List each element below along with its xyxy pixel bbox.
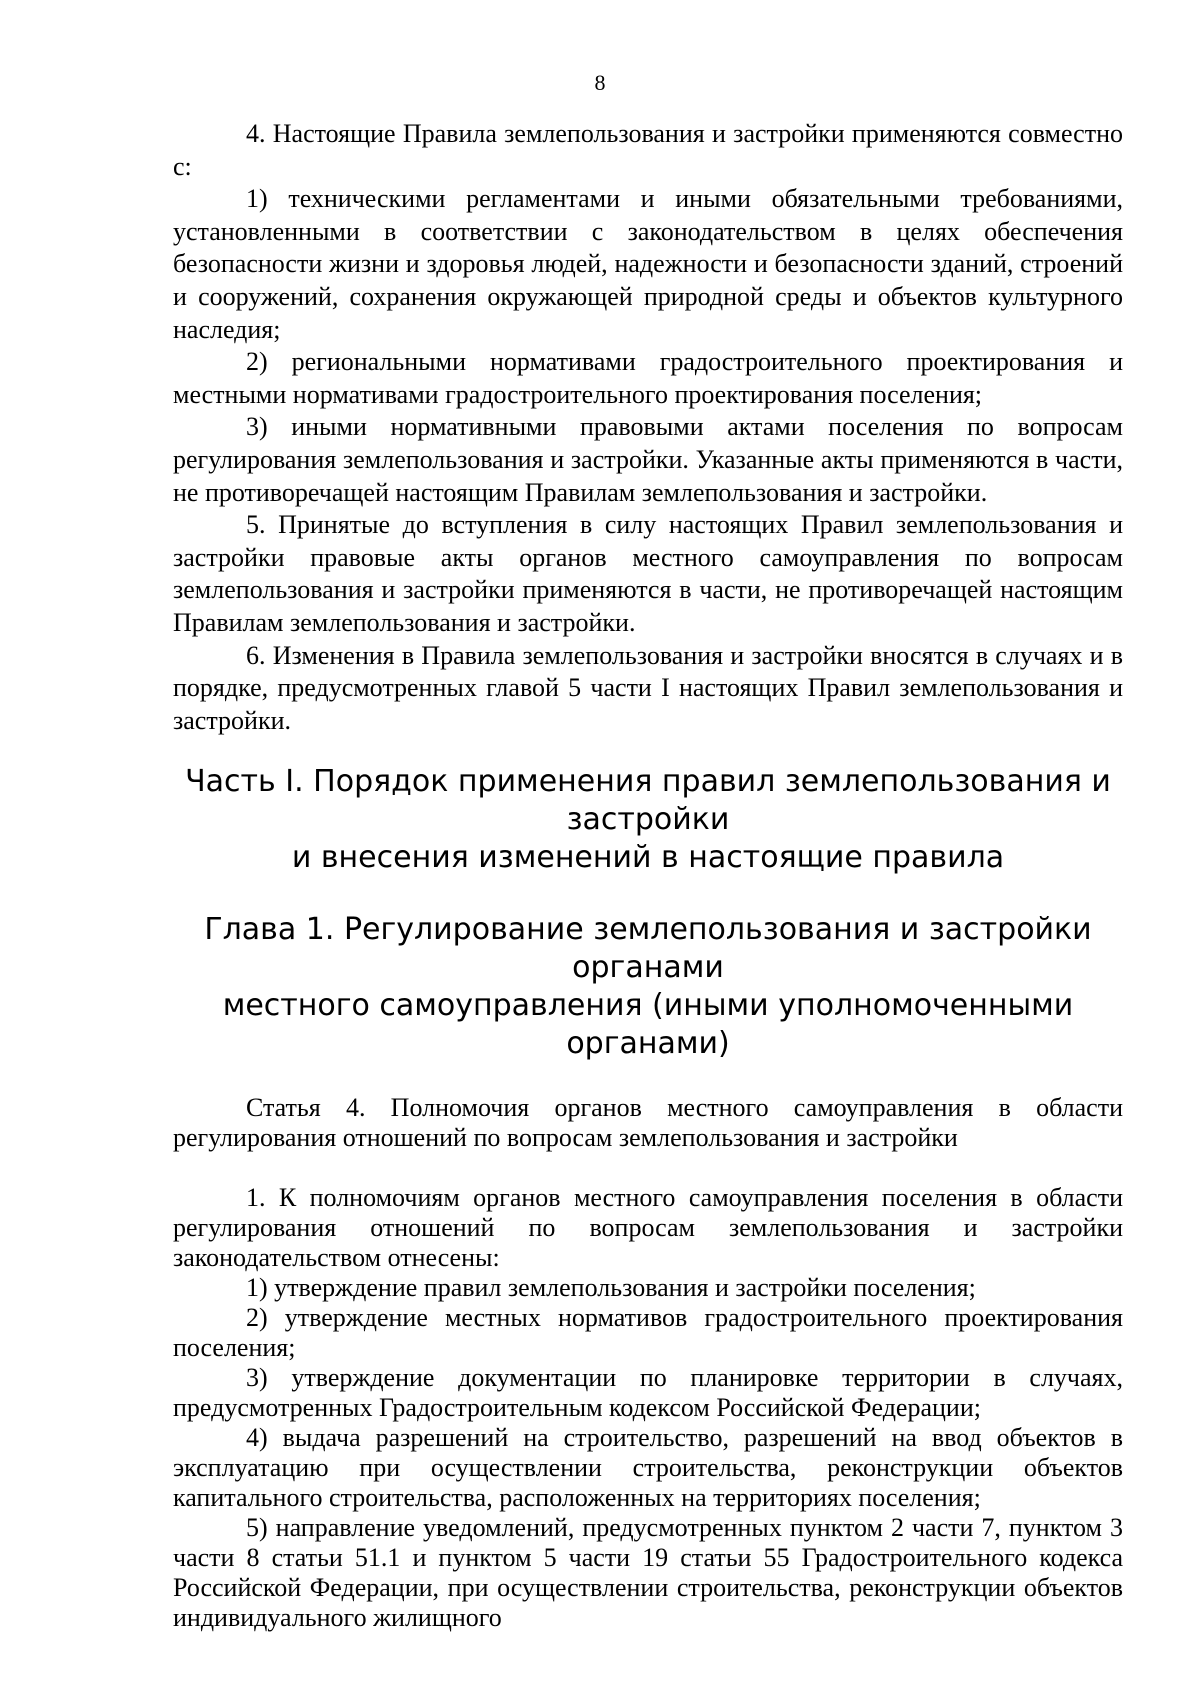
article-4-item-1: 1) утверждение правил землепользования и застройки поселения; — [246, 1273, 976, 1303]
article-4-item-4: 4) выдача разрешений на строительство, разрешений на ввод объектов в эксплуатацию при осуществлении строительства, реконструкции объектов капитального строительства, расположенных на территориях поселения; — [173, 1423, 1123, 1513]
article-4-paragraph-1: 1. К полномочиям органов местного самоуправления поселения в области регулирования отношений по вопросам землепользования и застройки законодательством отнесены: — [173, 1183, 1123, 1273]
paragraph-4: 4. Настоящие Правила землепользования и застройки применяются совместно с: — [173, 119, 1123, 181]
part-heading-line-2: и внесения изменений в настоящие правила — [291, 840, 1005, 876]
paragraph-6: 6. Изменения в Правила землепользования и застройки вносятся в случаях и в порядке, предусмотренных главой 5 части I настоящих Правил землепользования и застройки. — [173, 640, 1123, 735]
paragraph-5: 5. Принятые до вступления в силу настоящих Правил землепользования и застройки правовые акты органов местного самоуправления по вопросам землепользования и застройки применяются в части, не противоречащей настоящим Правилам землепользования и застройки. — [173, 510, 1123, 637]
paragraph-4-item-3: 3) иными нормативными правовыми актами поселения по вопросам регулирования землепользования и застройки. Указанные акты применяются в части, не противоречащей настоящим Правилам землепользования и застройки. — [173, 412, 1123, 507]
page-number: 8 — [594, 70, 606, 95]
article-4-item-3: 3) утверждение документации по планировке территории в случаях, предусмотренных Градостроительным кодексом Российской Федерации; — [173, 1363, 1123, 1423]
chapter-heading-line-1: Глава 1. Регулирование землепользования и застройки органами — [204, 912, 1092, 986]
part-heading-line-1: Часть I. Порядок применения правил землепользования и застройки — [185, 764, 1111, 838]
article-heading: Статья 4. Полномочия органов местного самоуправления в области регулирования отношений по вопросам землепользования и застройки — [173, 1093, 1123, 1153]
article-4-item-5: 5) направление уведомлений, предусмотренных пунктом 2 части 7, пунктом 3 части 8 статьи 51.1 и пунктом 5 части 19 статьи 55 Градостроительного кодекса Российской Федерации, при осуществлении строительства, реконструкции объектов индивидуального жилищного — [173, 1513, 1123, 1633]
article-4-item-2: 2) утверждение местных нормативов градостроительного проектирования поселения; — [173, 1303, 1123, 1363]
paragraph-4-item-2: 2) региональными нормативами градостроительного проектирования и местными нормативами градостроительного проектирования поселения; — [173, 347, 1123, 409]
chapter-heading-line-2: местного самоуправления (иными уполномоченными органами) — [222, 988, 1074, 1062]
part-heading — [173, 763, 1123, 877]
document-body — [173, 118, 1123, 1633]
paragraph-4-item-1: 1) техническими регламентами и иными обязательными требованиями, установленными в соответствии с законодательством в целях обеспечения безопасности жизни и здоровья людей, надежности и безопасности зданий, строений и сооружений, сохранения окружающей природной среды и объектов культурного наследия; — [173, 184, 1123, 344]
chapter-heading — [173, 911, 1123, 1063]
